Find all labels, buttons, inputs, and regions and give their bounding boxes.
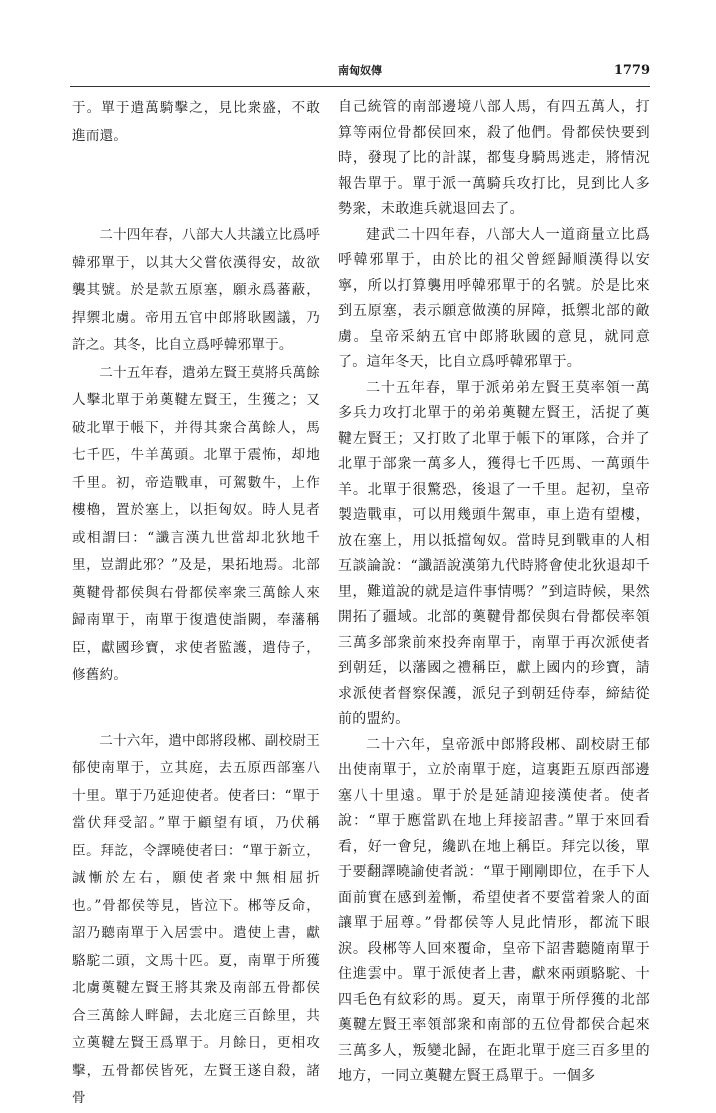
translation-paragraph: 二十六年，皇帝派中郎將段郴、副校尉王郁出使南單于，立於南單于庭，這裏距五原西部邊塞八十里遠。單于於是延請迎接漢使者。使者說：“單于應當趴在地上拜接詔書。”單于來回看看，好一會兒，纔趴在地上稱臣。拜完以後，單于要翻譯曉諭使者説：“單于剛剛即位，在手下人面前實在感到羞慚，希望使者不要當着衆人的面讓單于屈尊。”骨都侯等人見此情形，都流下眼淚。段郴等人回來覆命，皇帝下詔書聽隨南單于住進雲中。單于派使者上書，獻來兩頭駱駝、十四毛色有紋彩的馬。夏天，南單于所俘獲的北部薁鞬左賢王率領部衆和南部的五位骨都侯合起來三萬多人，叛變北歸，在距北單于庭三百多里的地方，一同立薁鞬左賢王爲單于。一個多 [338, 736, 650, 1084]
page-number: 1779 [613, 63, 650, 78]
translation-column [338, 95, 650, 1090]
running-title: 南匈奴傳 [338, 64, 382, 77]
header-rule [70, 86, 650, 87]
classical-paragraph: 二十五年春，遣弟左賢王莫將兵萬餘人擊北單于弟薁鞬左賢王，生獲之；又破北單于帳下，并得其衆合萬餘人，馬七千匹，牛羊萬頭。北單于震怖，却地千里。初，帝造戰車，可駕數牛，上作樓櫓，置於塞上，以拒匈奴。時人見者或相謂曰：“讖言漢九世當却北狄地千里，豈謂此邪？”及是，果拓地焉。北部薁鞬骨都侯與右骨都侯率衆三萬餘人來歸南單于，南單于復遣使詣闕，奉藩稱臣，獻國珍寶，求使者監護，遣侍子，修舊約。 [72, 364, 320, 683]
page-header [70, 62, 650, 84]
translation-paragraph: 自己統管的南部邊境八部人馬，有四五萬人，打算等兩位骨都侯回來，殺了他們。骨都侯快要到時，發現了比的計謀，都隻身騎馬逃走，將情況報告單于。單于派一萬騎兵攻打比，見到比人多勢衆，未敢進兵就退回去了。 [338, 99, 650, 217]
translation-paragraph: 二十五年春，單于派弟弟左賢王莫率領一萬多兵力攻打北單于的弟弟薁鞬左賢王，活捉了薁鞬左賢王；又打敗了北單于帳下的軍隊，合并了北單于部衆一萬多人，獲得七千匹馬、一萬頭牛羊。北單于很驚恐，後退了一千里。起初，皇帝製造戰車，可以用幾頭牛駕車，車上造有望樓，放在塞上，用以抵擋匈奴。當時見到戰車的人相互談論說：“讖語說漢第九代時將會使北狄退却千里，難道說的就是這件事情嗎？”到這時候，果然開拓了疆域。北部的薁鞬骨都侯與右骨都侯率領三萬多部衆前來投奔南單于，南單于再次派使者到朝廷，以藩國之禮稱臣，獻上國内的珍寶，請求派使者督察保護，派兒子到朝廷侍奉，締結從前的盟約。 [338, 379, 650, 727]
classical-text-column [72, 95, 320, 1113]
classical-paragraph: 二十六年，遣中郎將段郴、副校尉王郁使南單于，立其庭，去五原西部塞八十里。單于乃延迎使者。使者曰：“單于當伏拜受詔。”單于顧望有頃，乃伏稱臣。拜訖，令譯曉使者曰：“單于新立，誠慚於左右，願使者衆中無相屈折也。”骨都侯等見，皆泣下。郴等反命，詔乃聽南單于入居雲中。遣使上書，獻駱駝二頭，文馬十匹。夏，南單于所獲北虜薁鞬左賢王將其衆及南部五骨都侯合三萬餘人畔歸，去北庭三百餘里，共立薁鞬左賢王爲單于。月餘日，更相攻擊，五骨都侯皆死，左賢王遂自殺，諸骨 [72, 732, 320, 1106]
classical-paragraph: 于。單于遣萬騎擊之，見比衆盛，不敢進而還。 [72, 100, 320, 144]
translation-paragraph: 建武二十四年春，八部大人一道商量立比爲呼韓邪單于，由於比的祖父曾經歸順漢得以安寧，所以打算襲用呼韓邪單于的名號。於是比來到五原塞，表示願意做漢的屏障，抵禦北部的敵虜。皇帝采納五官中郎將耿國的意見，就同意了。這年冬天，比自立爲呼韓邪單于。 [338, 226, 650, 370]
classical-paragraph: 二十四年春，八部大人共議立比爲呼韓邪單于，以其大父嘗依漢得安，故欲襲其號。於是款五原塞，願永爲蕃蔽，捍禦北虜。帝用五官中郎將耿國議，乃許之。其冬，比自立爲呼韓邪單于。 [72, 227, 320, 353]
